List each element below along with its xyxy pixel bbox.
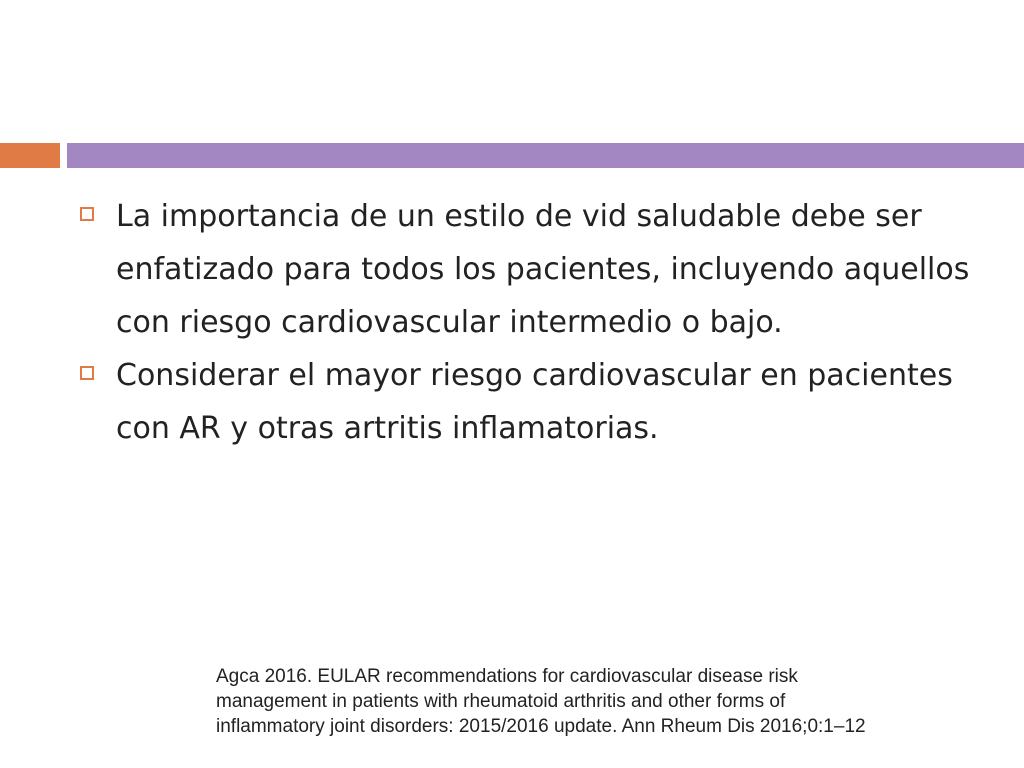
citation-line: inflammatory joint disorders: 2015/2016 update. Ann Rheum Dis 2016;0:1–12: [216, 716, 866, 737]
hollow-square-bullet-icon: [80, 366, 94, 380]
hollow-square-bullet-icon: [80, 207, 94, 221]
bullet-text: La importancia de un estilo de vid saludable debe ser enfatizado para todos los pacientes, incluyendo aquellos con riesgo cardiovascular intermedio o bajo.: [116, 199, 970, 340]
citation-line: Agca 2016. EULAR recommendations for cardiovascular disease risk: [216, 666, 798, 687]
accent-bar-orange: [0, 143, 60, 168]
bullet-item: [80, 190, 980, 349]
bullet-item: [80, 349, 980, 455]
bullet-text: Considerar el mayor riesgo cardiovascular en pacientes con AR y otras artritis inflamatorias.: [116, 358, 953, 446]
citation-line: management in patients with rheumatoid arthritis and other forms of: [216, 691, 786, 712]
bullet-list: [80, 190, 980, 455]
citation-reference: [216, 664, 1006, 739]
accent-bar-purple: [67, 143, 1024, 168]
